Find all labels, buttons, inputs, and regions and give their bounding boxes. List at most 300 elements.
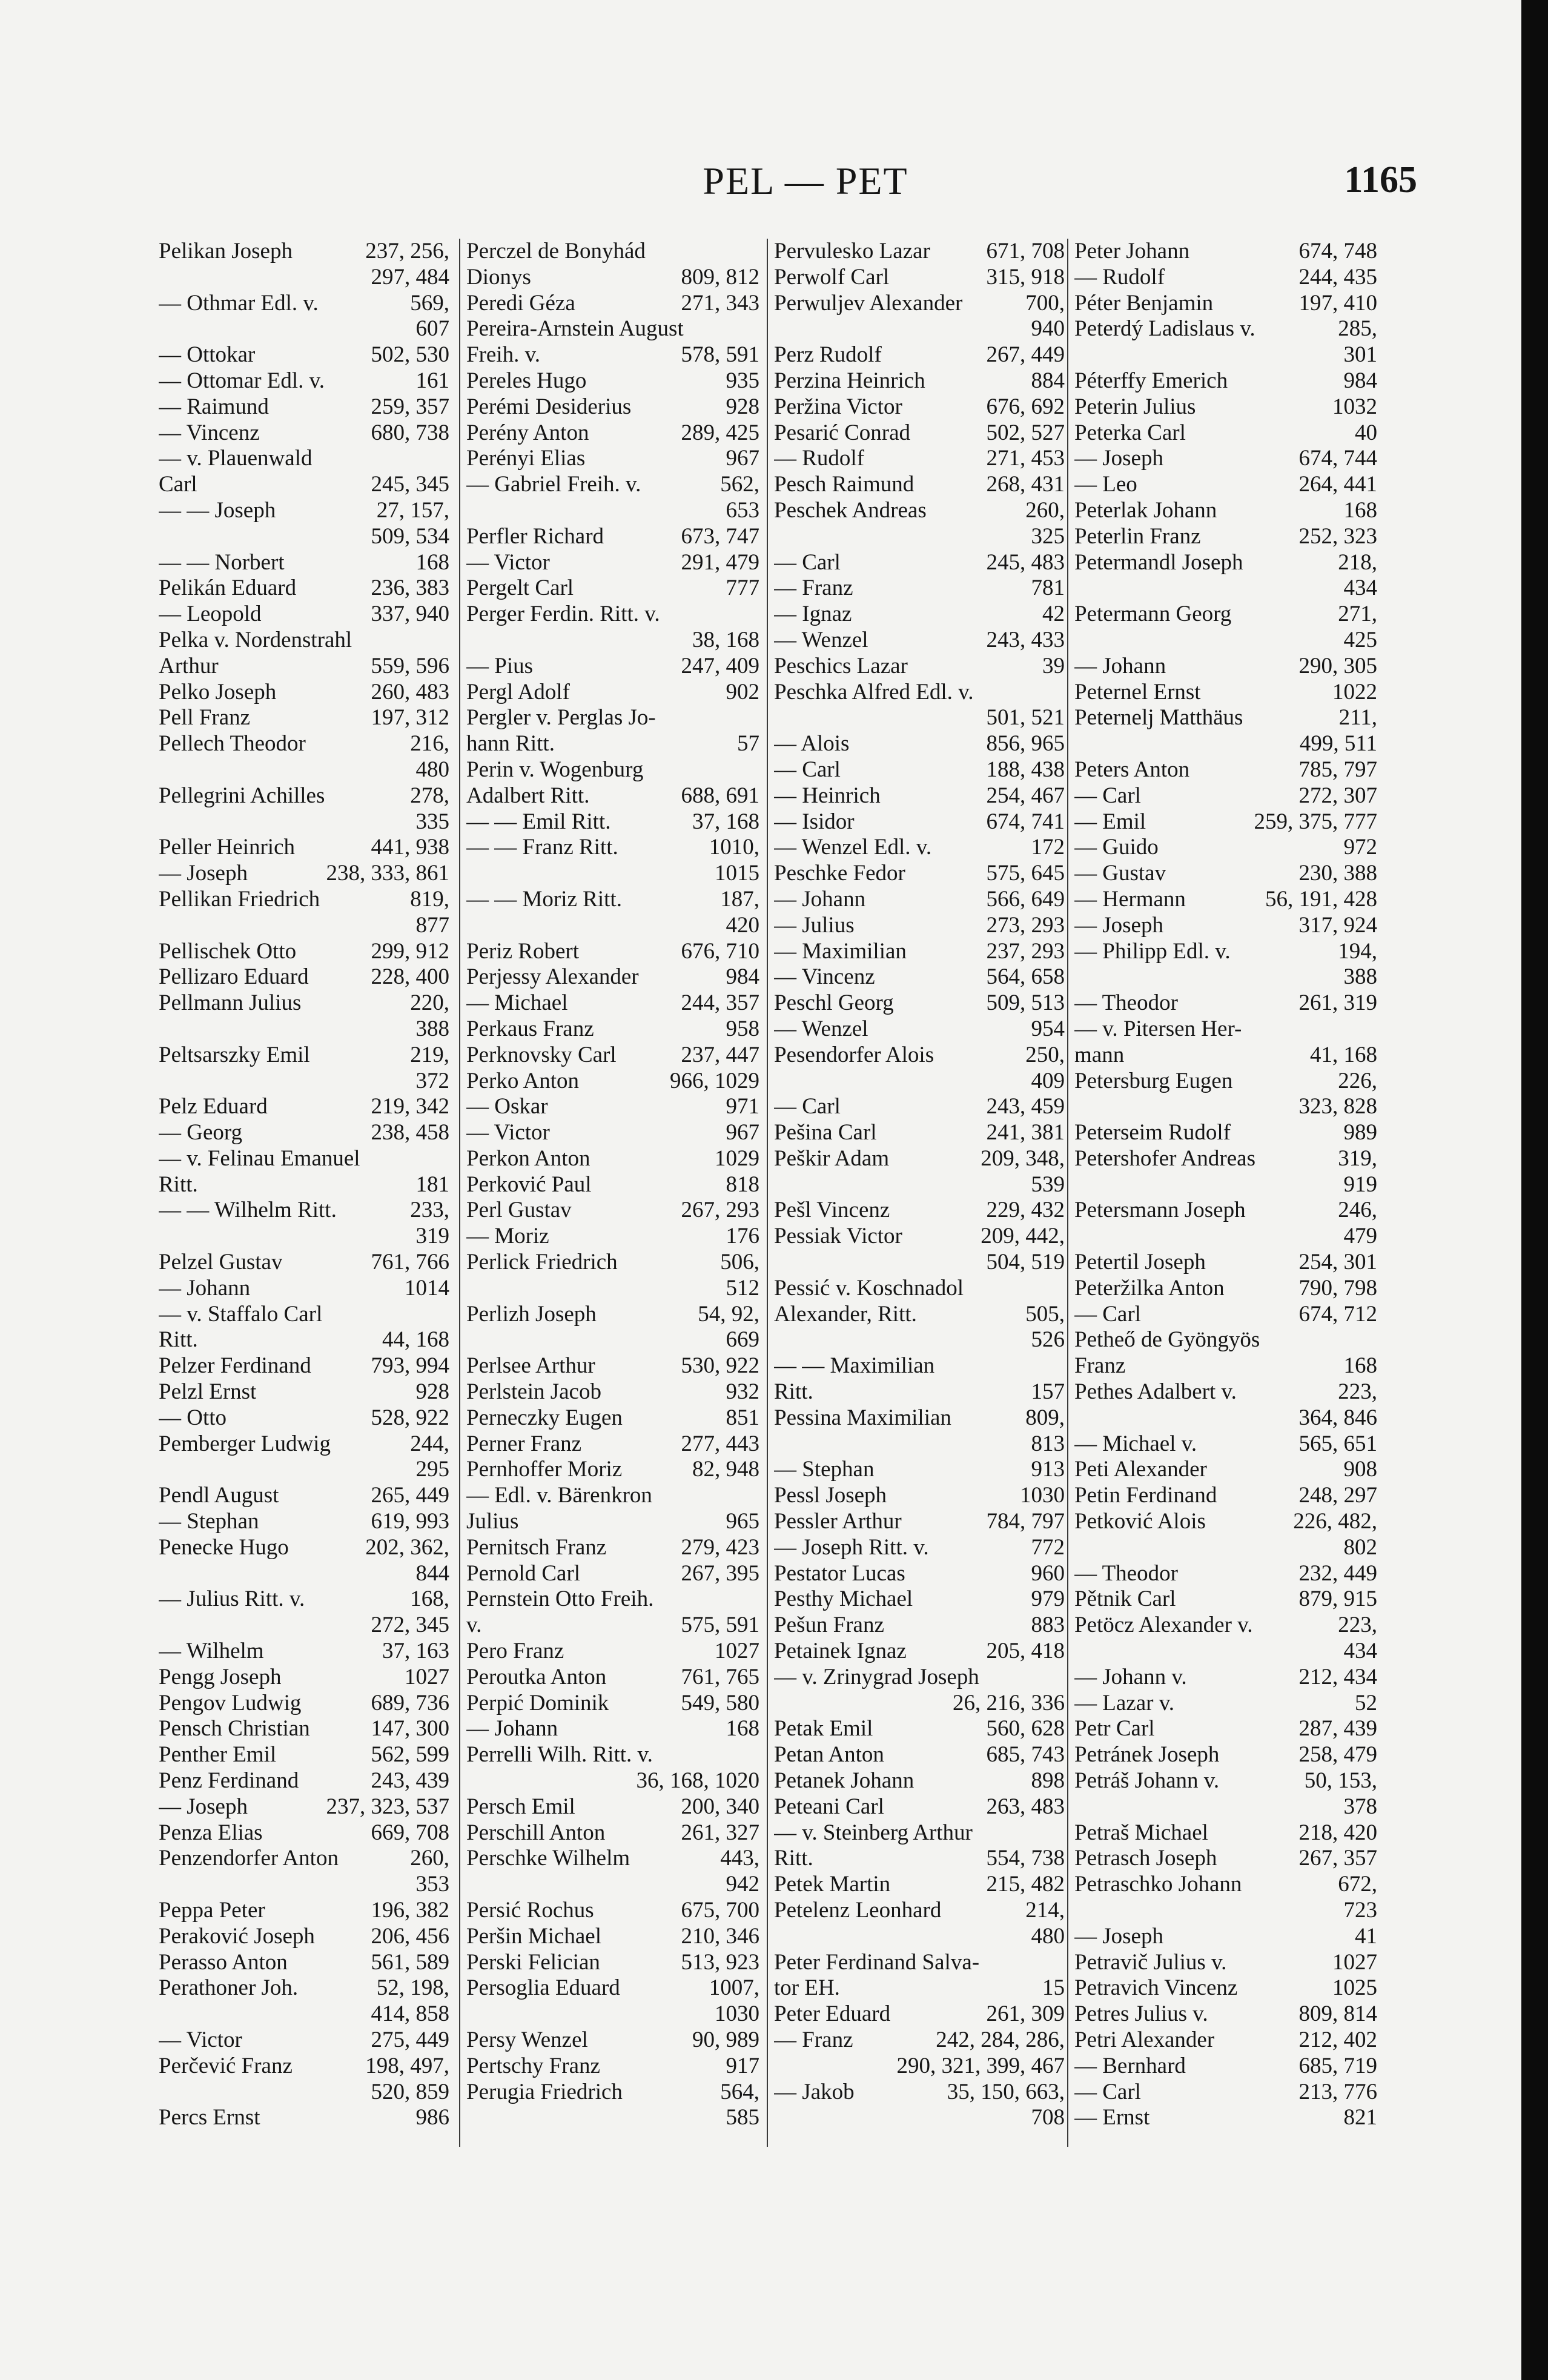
index-entry: [159, 498, 449, 524]
index-entry: [1074, 1042, 1377, 1069]
entry-name: — Vincenz: [159, 420, 260, 445]
index-entry: [466, 1665, 759, 1691]
entry-name: Petr Carl: [1074, 1716, 1155, 1742]
index-entry: [159, 1431, 449, 1457]
entry-name: Péterffy Emerich: [1074, 368, 1228, 393]
entry-pages: 819,: [410, 886, 449, 912]
entry-pages: 254, 301: [1298, 1250, 1377, 1275]
index-entry: [1074, 2105, 1377, 2131]
index-entry: [466, 1975, 759, 2001]
entry-pages: 277, 443: [681, 1431, 759, 1456]
index-entry: [159, 1665, 449, 1691]
index-entry: [466, 705, 759, 731]
entry-pages: 289, 425: [681, 420, 759, 445]
index-entry: [774, 680, 1065, 706]
entry-name: Petelenz Leonhard: [774, 1898, 942, 1923]
entry-name: Peschek Andreas: [774, 497, 927, 523]
entry-pages: 236, 383: [371, 575, 449, 601]
entry-pages: 539: [1031, 1172, 1065, 1197]
index-entry: [466, 861, 759, 887]
entry-pages: 211,: [1338, 705, 1377, 731]
index-entry: [159, 835, 449, 861]
entry-name: Perényi Elias: [466, 446, 586, 471]
entry-pages: 295: [415, 1457, 449, 1482]
index-entry: [466, 628, 759, 654]
entry-name: — Johann v.: [1074, 1664, 1187, 1689]
entry-name: Perény Anton: [466, 420, 589, 445]
entry-name: tor EH.: [774, 1975, 840, 2001]
index-entry: [1074, 705, 1377, 731]
index-entry: [1074, 1535, 1377, 1561]
index-entry: [159, 887, 449, 913]
entry-pages: 723: [1343, 1898, 1377, 1923]
entry-name: — Joseph: [159, 861, 248, 886]
index-entry: [159, 1042, 449, 1069]
index-entry: [1074, 913, 1377, 939]
entry-pages: 301: [1343, 342, 1377, 368]
index-entry: [159, 731, 449, 757]
index-entry: [466, 524, 759, 550]
entry-name: — Ernst: [1074, 2105, 1150, 2130]
entry-pages: 244, 435: [1298, 264, 1377, 290]
entry-name: Perin v. Wogenburg: [466, 757, 644, 782]
entry-name: — v. Pitersen Her-: [1074, 1016, 1242, 1041]
entry-pages: 674, 712: [1298, 1301, 1377, 1327]
entry-name: Peroutka Anton: [466, 1664, 607, 1689]
index-entry: [159, 1742, 449, 1768]
entry-pages: 443,: [720, 1846, 759, 1871]
entry-pages: 504, 519: [986, 1250, 1065, 1275]
entry-name: Peterdý Ladislaus v.: [1074, 316, 1255, 342]
index-entry: [466, 1846, 759, 1872]
entry-name: Ritt.: [159, 1327, 198, 1353]
entry-name: Pelka v. Nordenstrahl: [159, 627, 352, 652]
column-rule-1: [459, 239, 460, 2147]
entry-pages: 176: [726, 1224, 759, 1249]
index-entry: [1074, 394, 1377, 420]
index-entry: [1074, 1639, 1377, 1665]
index-entry: [1074, 1742, 1377, 1768]
entry-name: Perger Ferdin. Ritt. v.: [466, 602, 660, 627]
index-entry: [1074, 342, 1377, 368]
entry-pages: 27, 157,: [376, 497, 449, 523]
entry-name: Petak Emil: [774, 1716, 873, 1742]
entry-name: Peterka Carl: [1074, 420, 1186, 445]
entry-pages: 512: [726, 1275, 759, 1301]
entry-pages: 971: [726, 1094, 759, 1119]
entry-name: Ritt.: [774, 1379, 813, 1405]
entry-pages: 215, 482: [986, 1872, 1065, 1897]
entry-pages: 509, 534: [371, 523, 449, 549]
entry-pages: 210, 346: [681, 1923, 759, 1949]
index-entry: [159, 1691, 449, 1717]
entry-pages: 232, 449: [1298, 1560, 1377, 1586]
entry-pages: 297, 484: [371, 264, 449, 290]
entry-name: Pellikan Friedrich: [159, 886, 320, 912]
entry-name: — Carl: [1074, 1301, 1141, 1327]
index-entry: [774, 1665, 1065, 1691]
index-entry: [774, 1975, 1065, 2001]
entry-name: Pergelt Carl: [466, 575, 574, 601]
index-entry: [159, 1327, 449, 1353]
entry-name: Penzendorfer Anton: [159, 1846, 339, 1871]
entry-pages: 1030: [1020, 1483, 1065, 1508]
entry-pages: 353: [415, 1872, 449, 1897]
entry-name: — Jakob: [774, 2079, 855, 2104]
index-entry: [1074, 239, 1377, 265]
entry-name: — Wenzel: [774, 1016, 868, 1041]
index-entry: [1074, 1846, 1377, 1872]
entry-name: Perski Felician: [466, 1949, 600, 1975]
entry-pages: 928: [415, 1379, 449, 1405]
entry-pages: 908: [1343, 1457, 1377, 1482]
entry-name: — Heinrich: [774, 783, 881, 808]
entry-name: Perrelli Wilh. Ritt. v.: [466, 1742, 653, 1768]
index-entry: [774, 913, 1065, 939]
index-entry: [159, 316, 449, 342]
entry-name: Pemberger Ludwig: [159, 1431, 331, 1456]
entry-name: Penz Ferdinand: [159, 1768, 299, 1794]
entry-name: Petersburg Eugen: [1074, 1068, 1233, 1093]
entry-pages: 673, 747: [681, 523, 759, 549]
entry-name: — Joseph: [1074, 1923, 1163, 1949]
entry-name: Pešl Vincenz: [774, 1198, 890, 1223]
index-entry: [774, 1509, 1065, 1535]
entry-pages: 674, 748: [1298, 239, 1377, 264]
entry-pages: 607: [415, 316, 449, 342]
index-entry: [466, 1561, 759, 1587]
entry-pages: 213, 776: [1298, 2079, 1377, 2104]
entry-pages: 513, 923: [681, 1949, 759, 1975]
entry-name: Perlsee Arthur: [466, 1353, 595, 1379]
entry-name: Pestator Lucas: [774, 1560, 905, 1586]
entry-pages: 220,: [410, 990, 449, 1016]
entry-name: — Wilhelm: [159, 1639, 264, 1664]
entry-name: — Georg: [159, 1120, 243, 1145]
entry-name: — Leo: [1074, 472, 1137, 497]
index-entry: [159, 524, 449, 550]
entry-pages: 168: [415, 549, 449, 575]
entry-pages: 549, 580: [681, 1690, 759, 1715]
entry-pages: 501, 521: [986, 705, 1065, 731]
entry-pages: 559, 596: [371, 653, 449, 678]
index-entry: [159, 1924, 449, 1950]
entry-name: Alexander, Ritt.: [774, 1301, 917, 1327]
entry-name: — Edl. v. Bärenkron: [466, 1483, 652, 1508]
entry-name: — — Joseph: [159, 497, 276, 523]
entry-pages: 44, 168: [382, 1327, 449, 1353]
entry-name: — v. Plauenwald: [159, 446, 313, 471]
index-entry: [466, 1094, 759, 1120]
entry-pages: 509, 513: [986, 990, 1065, 1016]
entry-name: — Oskar: [466, 1094, 548, 1119]
entry-name: v.: [466, 1613, 482, 1638]
index-entry: [1074, 1820, 1377, 1846]
entry-pages: 52: [1355, 1690, 1377, 1715]
index-entry: [774, 1224, 1065, 1250]
entry-name: Penza Elias: [159, 1820, 263, 1845]
index-entry: [1074, 1250, 1377, 1276]
entry-name: — — Franz Ritt.: [466, 835, 618, 860]
entry-pages: [1372, 1327, 1377, 1353]
column-rule-3: [1067, 239, 1068, 2147]
entry-pages: 26, 216, 336: [953, 1690, 1065, 1715]
index-entry: [466, 654, 759, 680]
index-entry: [1074, 1172, 1377, 1198]
entry-pages: 228, 400: [371, 964, 449, 990]
entry-pages: 196, 382: [371, 1898, 449, 1923]
index-entry: [774, 472, 1065, 498]
entry-pages: 244, 357: [681, 990, 759, 1016]
index-entry: [159, 990, 449, 1016]
index-entry: [1074, 835, 1377, 861]
index-entry: [1074, 1198, 1377, 1224]
entry-name: Persić Rochus: [466, 1898, 594, 1923]
entry-name: — Ignaz: [774, 602, 852, 627]
entry-name: Petek Martin: [774, 1872, 891, 1897]
index-entry: [774, 316, 1065, 342]
index-entry: [774, 1094, 1065, 1120]
entry-pages: 245, 345: [371, 472, 449, 497]
entry-name: Pelko Joseph: [159, 679, 277, 704]
entry-name: — — Maximilian: [774, 1353, 935, 1379]
entry-name: Petheő de Gyöngyös: [1074, 1327, 1260, 1353]
entry-name: Pesthy Michael: [774, 1586, 913, 1612]
entry-name: Perugia Friedrich: [466, 2079, 623, 2104]
entry-pages: 669, 708: [371, 1820, 449, 1845]
index-entry: [1074, 1276, 1377, 1302]
index-entry: [466, 1250, 759, 1276]
index-entry: [1074, 1898, 1377, 1924]
index-entry: [774, 1768, 1065, 1794]
index-entry: [1074, 1094, 1377, 1120]
entry-name: Perner Franz: [466, 1431, 582, 1456]
index-entry: [774, 2105, 1065, 2131]
entry-pages: 480: [1031, 1923, 1065, 1949]
index-entry: [1074, 575, 1377, 602]
entry-pages: 261, 319: [1298, 990, 1377, 1016]
entry-name: Pensch Christian: [159, 1716, 310, 1742]
index-entry: [1074, 1353, 1377, 1379]
entry-pages: 161: [415, 368, 449, 393]
index-entry: [466, 291, 759, 317]
index-entry: [159, 680, 449, 706]
entry-pages: [755, 1742, 759, 1768]
entry-name: Peppa Peter: [159, 1898, 265, 1923]
entry-pages: 505,: [1025, 1301, 1065, 1327]
entry-name: Pereles Hugo: [466, 368, 587, 393]
entry-pages: 1030: [715, 2001, 759, 2027]
index-entry: [774, 1872, 1065, 1898]
entry-pages: 168: [1343, 1353, 1377, 1379]
entry-name: Perwuljev Alexander: [774, 290, 963, 316]
index-entry: [1074, 1613, 1377, 1639]
entry-name: — Rudolf: [1074, 264, 1165, 290]
entry-pages: 271,: [1338, 602, 1377, 627]
entry-name: Julius: [466, 1509, 519, 1534]
entry-name: Peredi Géza: [466, 290, 575, 316]
entry-name: — Lazar v.: [1074, 1690, 1175, 1715]
entry-name: Perschke Wilhelm: [466, 1846, 630, 1871]
entry-name: Perfler Richard: [466, 523, 604, 549]
entry-name: — Leopold: [159, 602, 262, 627]
index-entry: [466, 498, 759, 524]
entry-pages: 254, 467: [986, 783, 1065, 808]
entry-pages: 388: [415, 1016, 449, 1041]
entry-pages: 272, 307: [1298, 783, 1377, 808]
index-entry: [159, 1379, 449, 1405]
entry-pages: 821: [1343, 2105, 1377, 2130]
entry-name: Ritt.: [159, 1172, 198, 1197]
index-entry: [774, 1535, 1065, 1561]
entry-name: — Julius: [774, 912, 855, 938]
entry-name: Pernitsch Franz: [466, 1534, 607, 1560]
entry-name: Pengov Ludwig: [159, 1690, 302, 1715]
index-entry: [774, 2053, 1065, 2080]
entry-pages: 212, 434: [1298, 1664, 1377, 1689]
entry-pages: 785, 797: [1298, 757, 1377, 782]
entry-pages: 856, 965: [986, 731, 1065, 757]
index-entry: [466, 939, 759, 965]
entry-name: Ritt.: [774, 1846, 813, 1871]
entry-name: Perlizh Joseph: [466, 1301, 597, 1327]
entry-name: Petres Julius v.: [1074, 2001, 1208, 2027]
entry-name: — Emil: [1074, 809, 1146, 834]
index-column-2: [466, 239, 759, 2147]
index-entry: [1074, 887, 1377, 913]
entry-name: — v. Staffalo Carl: [159, 1301, 323, 1327]
index-entry: [159, 1353, 449, 1379]
entry-pages: 499, 511: [1299, 731, 1377, 757]
entry-pages: 1029: [715, 1145, 759, 1171]
index-entry: [774, 291, 1065, 317]
index-entry: [1074, 861, 1377, 887]
entry-name: Perneczky Eugen: [466, 1405, 623, 1430]
entry-name: Perl Gustav: [466, 1198, 572, 1223]
index-entry: [774, 1146, 1065, 1172]
entry-name: — v. Felinau Emanuel: [159, 1145, 360, 1171]
entry-name: — Michael: [466, 990, 568, 1016]
entry-name: Pessler Arthur: [774, 1509, 902, 1534]
entry-pages: 218,: [1338, 549, 1377, 575]
index-entry: [774, 1716, 1065, 1742]
entry-name: Pelz Eduard: [159, 1094, 268, 1119]
index-entry: [774, 757, 1065, 783]
entry-pages: 562, 599: [371, 1742, 449, 1768]
index-entry: [774, 1198, 1065, 1224]
entry-pages: 237, 256,: [365, 239, 449, 264]
entry-name: — Carl: [774, 549, 841, 575]
entry-pages: 275, 449: [371, 2027, 449, 2052]
entry-pages: [445, 1146, 449, 1172]
column-rule-2: [767, 239, 768, 2147]
index-entry: [466, 1509, 759, 1535]
entry-name: Perčević Franz: [159, 2053, 293, 2078]
entry-pages: 202, 362,: [365, 1534, 449, 1560]
entry-pages: 560, 628: [986, 1716, 1065, 1742]
entry-name: — Rudolf: [774, 446, 865, 471]
index-entry: [774, 2001, 1065, 2027]
entry-pages: 237, 323, 537: [326, 1794, 449, 1819]
index-entry: [774, 265, 1065, 291]
entry-name: Petraš Michael: [1074, 1820, 1208, 1845]
index-entry: [159, 575, 449, 602]
entry-pages: 261, 309: [986, 2001, 1065, 2027]
index-entry: [466, 368, 759, 394]
index-entry: [466, 1353, 759, 1379]
index-entry: [466, 964, 759, 990]
entry-pages: 883: [1031, 1613, 1065, 1638]
entry-name: Pellischek Otto: [159, 938, 297, 964]
index-entry: [774, 1742, 1065, 1768]
index-entry: [466, 1483, 759, 1509]
entry-pages: 290, 305: [1298, 653, 1377, 678]
entry-pages: 1027: [1332, 1949, 1377, 1975]
index-entry: [1074, 809, 1377, 835]
entry-pages: 218, 420: [1298, 1820, 1377, 1845]
entry-pages: 317, 924: [1298, 912, 1377, 938]
entry-pages: 209, 442,: [981, 1224, 1065, 1249]
entry-name: — Johann: [159, 1275, 251, 1301]
entry-pages: 260,: [410, 1846, 449, 1871]
entry-name: Peterlin Franz: [1074, 523, 1201, 549]
index-entry: [466, 1794, 759, 1820]
index-entry: [1074, 1665, 1377, 1691]
entry-pages: 569,: [410, 290, 449, 316]
index-entry: [1074, 420, 1377, 446]
entry-name: — Carl: [1074, 783, 1141, 808]
entry-pages: 689, 736: [371, 1690, 449, 1715]
index-entry: [466, 1924, 759, 1950]
entry-name: — Victor: [159, 2027, 242, 2052]
index-entry: [466, 1716, 759, 1742]
entry-pages: 685, 719: [1298, 2053, 1377, 2078]
index-entry: [159, 1846, 449, 1872]
entry-pages: [755, 1586, 759, 1613]
index-entry: [466, 1405, 759, 1431]
index-entry: [159, 1276, 449, 1302]
entry-name: Pellmann Julius: [159, 990, 302, 1016]
index-entry: [1074, 602, 1377, 628]
entry-name: Pertschy Franz: [466, 2053, 600, 2078]
entry-pages: 958: [726, 1016, 759, 1041]
entry-pages: 479: [1343, 1224, 1377, 1249]
entry-pages: 966, 1029: [670, 1068, 759, 1093]
entry-name: Pervulesko Lazar: [774, 239, 930, 264]
index-entry: [1074, 1950, 1377, 1976]
entry-pages: 932: [726, 1379, 759, 1405]
index-entry: [466, 1742, 759, 1768]
index-entry: [466, 809, 759, 835]
index-entry: [159, 913, 449, 939]
entry-name: Pesendorfer Alois: [774, 1042, 934, 1067]
entry-pages: [445, 1302, 449, 1328]
index-entry: [466, 1586, 759, 1613]
entry-name: Periz Robert: [466, 938, 579, 964]
index-entry: [774, 2027, 1065, 2053]
entry-pages: 688, 691: [681, 783, 759, 808]
entry-name: — Michael v.: [1074, 1431, 1197, 1456]
index-entry: [774, 809, 1065, 835]
index-entry: [1074, 2080, 1377, 2106]
entry-name: Peti Alexander: [1074, 1457, 1207, 1482]
entry-name: Perschill Anton: [466, 1820, 606, 1845]
scan-border: [1521, 0, 1548, 2380]
entry-name: Pessiak Victor: [774, 1224, 902, 1249]
entry-pages: 172: [1031, 835, 1065, 860]
index-entry: [466, 1691, 759, 1717]
entry-pages: 198, 497,: [365, 2053, 449, 2078]
